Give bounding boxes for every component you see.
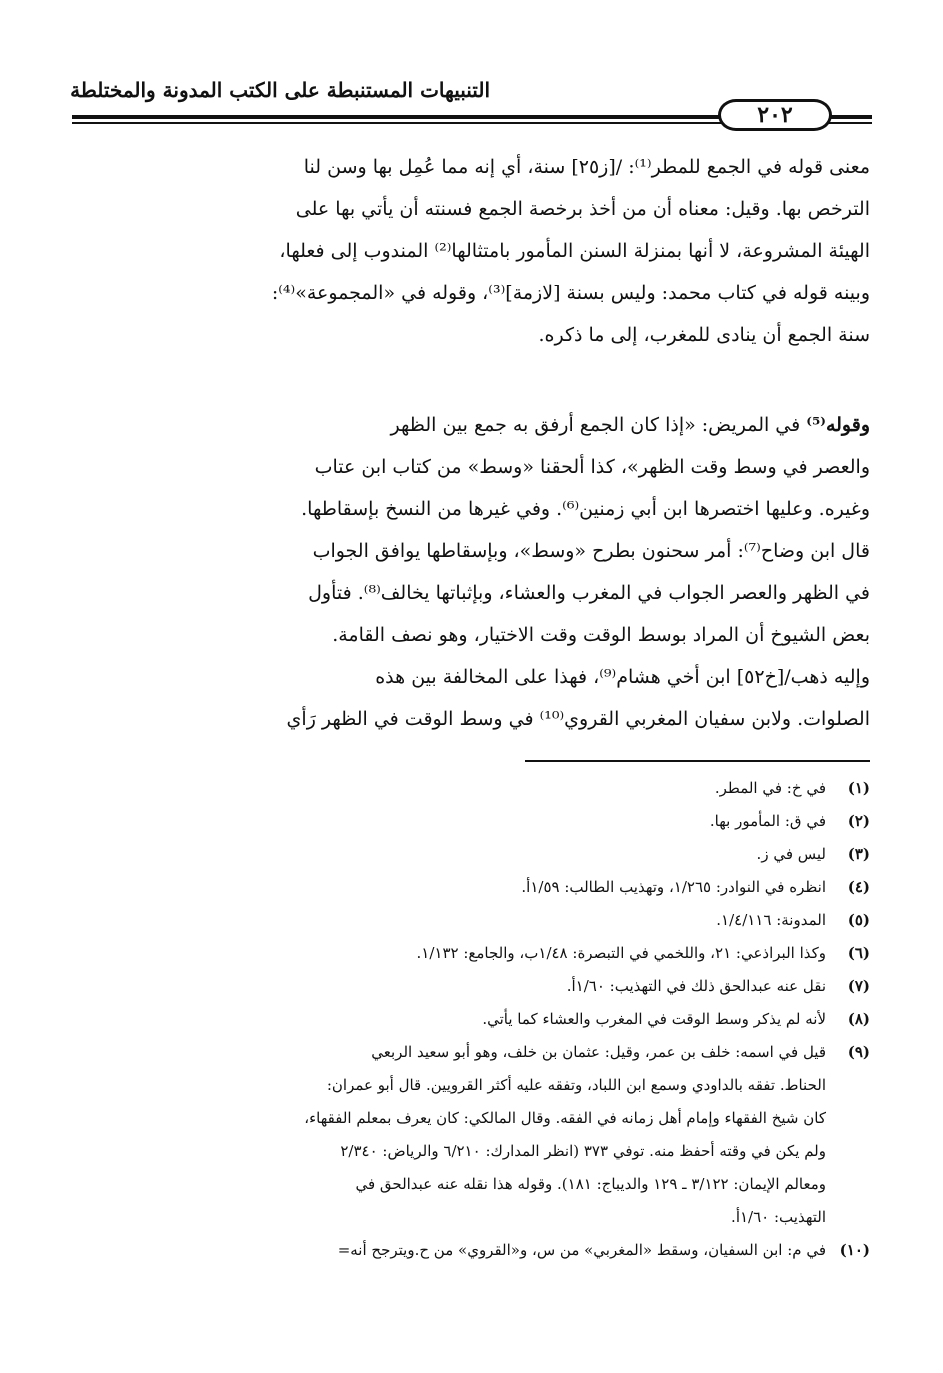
footnote-number: (٩) bbox=[847, 1043, 870, 1061]
footnote-number: (٢) bbox=[847, 812, 870, 830]
text-line: والعصر في وسط وقت الظهر»، كذا ألحقنا «وسط» من كتاب ابن عتاب bbox=[314, 456, 870, 478]
footnote-5 bbox=[74, 904, 870, 937]
footnotes bbox=[74, 772, 870, 1267]
footnote-text bbox=[74, 805, 826, 838]
footnote-text bbox=[74, 772, 826, 805]
text-line-first bbox=[74, 404, 870, 446]
text-line: قال ابن وضاح⁽⁷⁾: أمر سحنون بطرح «وسط»، وبإسقاطها يوافق الجواب bbox=[312, 540, 870, 562]
footnote-line: في ق: المأمور بها. bbox=[709, 812, 826, 830]
footnote-text bbox=[74, 838, 826, 871]
footnote-text bbox=[74, 904, 826, 937]
footnote-number: (٥) bbox=[847, 911, 870, 929]
footnote-line: نقل عنه عبدالحق ذلك في التهذيب: ١/٦٠أ. bbox=[566, 977, 826, 995]
text-line: وغيره. وعليها اختصرها ابن أبي زمنين⁽⁶⁾. وفي غيرها من النسخ بإسقاطها. bbox=[301, 498, 870, 520]
text-line: الترخص بها. وقيل: معناه أن من أخذ برخصة الجمع فسنته أن يأتي بها على bbox=[295, 198, 870, 220]
footnote-line: لأنه لم يذكر وسط الوقت في المغرب والعشاء كما يأتي. bbox=[482, 1010, 826, 1028]
footnote-text bbox=[74, 1003, 826, 1036]
footnote-number: (١) bbox=[847, 779, 870, 797]
text-line: وبينه قوله في كتاب محمد: وليس بسنة [لازمة]⁽³⁾، وقوله في «المجموعة»⁽⁴⁾: bbox=[271, 282, 870, 304]
text-line-rest: في المريض: «إذا كان الجمع أرفق به جمع بين الظهر bbox=[390, 414, 807, 436]
footnote-line: التهذيب: ١/٦٠أ. bbox=[731, 1208, 826, 1226]
footnote-line: ولم يكن في وقته أحفظ منه. توفي ٣٧٣ (انظر المدارك: ٦/٢١٠ والرياض: ٢/٣٤٠ bbox=[340, 1142, 826, 1160]
footnote-4 bbox=[74, 871, 870, 904]
footnote-3 bbox=[74, 838, 870, 871]
footnote-line: كان شيخ الفقهاء وإمام أهل زمانه في الفقه. وقال المالكي: كان يعرف بمعلم الفقهاء، bbox=[304, 1109, 826, 1127]
footnote-number: (٤) bbox=[847, 878, 870, 896]
footnote-number: (٨) bbox=[847, 1010, 870, 1028]
footnote-line: قيل في اسمه: خلف بن عمر، وقيل: عثمان بن خلف، وهو أبو سعيد الربعي bbox=[371, 1043, 826, 1061]
footnote-line: ومعالم الإيمان: ٣/١٢٢ ـ ١٢٩ والديباج: ١٨١). وقوله هذا نقله عنه عبدالحق في bbox=[355, 1175, 826, 1193]
footnote-line: ليس في ز. bbox=[756, 845, 826, 863]
footnote-line: في خ: في المطر. bbox=[714, 779, 826, 797]
text-line: معنى قوله في الجمع للمطر⁽¹⁾: /[ز٢٥] سنة، أي إنه مما عُمِل بها وسن لنا bbox=[303, 156, 870, 178]
footnote-line: وكذا البراذعي: ٢١، واللخمي في التبصرة: ١/٤٨ب، والجامع: ١/١٣٢. bbox=[416, 944, 826, 962]
footnote-text bbox=[74, 871, 826, 904]
footnote-line: الحناط. تفقه بالداودي وسمع ابن اللباد، وتفقه عليه أكثر القرويين. قال أبو عمران: bbox=[326, 1076, 826, 1094]
footnote-line: انظره في النوادر: ١/٢٦٥، وتهذيب الطالب: ١/٥٩أ. bbox=[521, 878, 826, 896]
footnote-2 bbox=[74, 805, 870, 838]
text-line: وإليه ذهب/[خ٥٢] ابن أخي هشام⁽⁹⁾، فهذا على المخالفة بين هذه bbox=[375, 666, 870, 688]
footnote-10 bbox=[74, 1234, 870, 1267]
footnote-line: المدونة: ١/٤/١١٦. bbox=[716, 911, 826, 929]
text-line: الهيئة المشروعة، لا أنها بمنزلة السنن المأمور بامتثالها⁽²⁾ المندوب إلى فعلها، bbox=[279, 240, 870, 262]
footnote-6 bbox=[74, 937, 870, 970]
footnote-8 bbox=[74, 1003, 870, 1036]
footnote-number: (٧) bbox=[847, 977, 870, 995]
text-line: الصلوات. ولابن سفيان المغربي القروي⁽¹⁰⁾ في وسط الوقت في الظهر رَأي bbox=[286, 708, 870, 730]
footnote-line: في م: ابن السفيان، وسقط «المغربي» من س، و«القروي» من ح.ويترجح أنه= bbox=[337, 1241, 826, 1259]
footnote-number: (٦) bbox=[847, 944, 870, 962]
paragraph-2 bbox=[74, 404, 870, 740]
footnote-7 bbox=[74, 970, 870, 1003]
footnote-text bbox=[74, 970, 826, 1003]
footnote-text bbox=[74, 1234, 826, 1267]
footnote-text bbox=[74, 1036, 826, 1234]
footnote-1 bbox=[74, 772, 870, 805]
paragraph-1 bbox=[74, 146, 870, 356]
footnote-text bbox=[74, 937, 826, 970]
paragraph-lead: وقوله⁽⁵⁾ bbox=[806, 414, 870, 436]
footnote-separator bbox=[525, 760, 870, 762]
footnote-number: (٣) bbox=[847, 845, 870, 863]
running-title: التنبيهات المستنبطة على الكتب المدونة والمختلطة bbox=[70, 78, 490, 102]
text-line: في الظهر والعصر الجواب في المغرب والعشاء، وبإثباتها يخالف⁽⁸⁾. فتأول bbox=[308, 582, 870, 604]
footnote-number: (١٠) bbox=[839, 1241, 870, 1259]
page-number: ٢٠٢ bbox=[718, 99, 832, 131]
text-line: سنة الجمع أن ينادى للمغرب، إلى ما ذكره. bbox=[538, 324, 870, 346]
text-line: بعض الشيوخ أن المراد بوسط الوقت وقت الاختيار، وهو نصف القامة. bbox=[332, 624, 870, 646]
footnote-9 bbox=[74, 1036, 870, 1234]
